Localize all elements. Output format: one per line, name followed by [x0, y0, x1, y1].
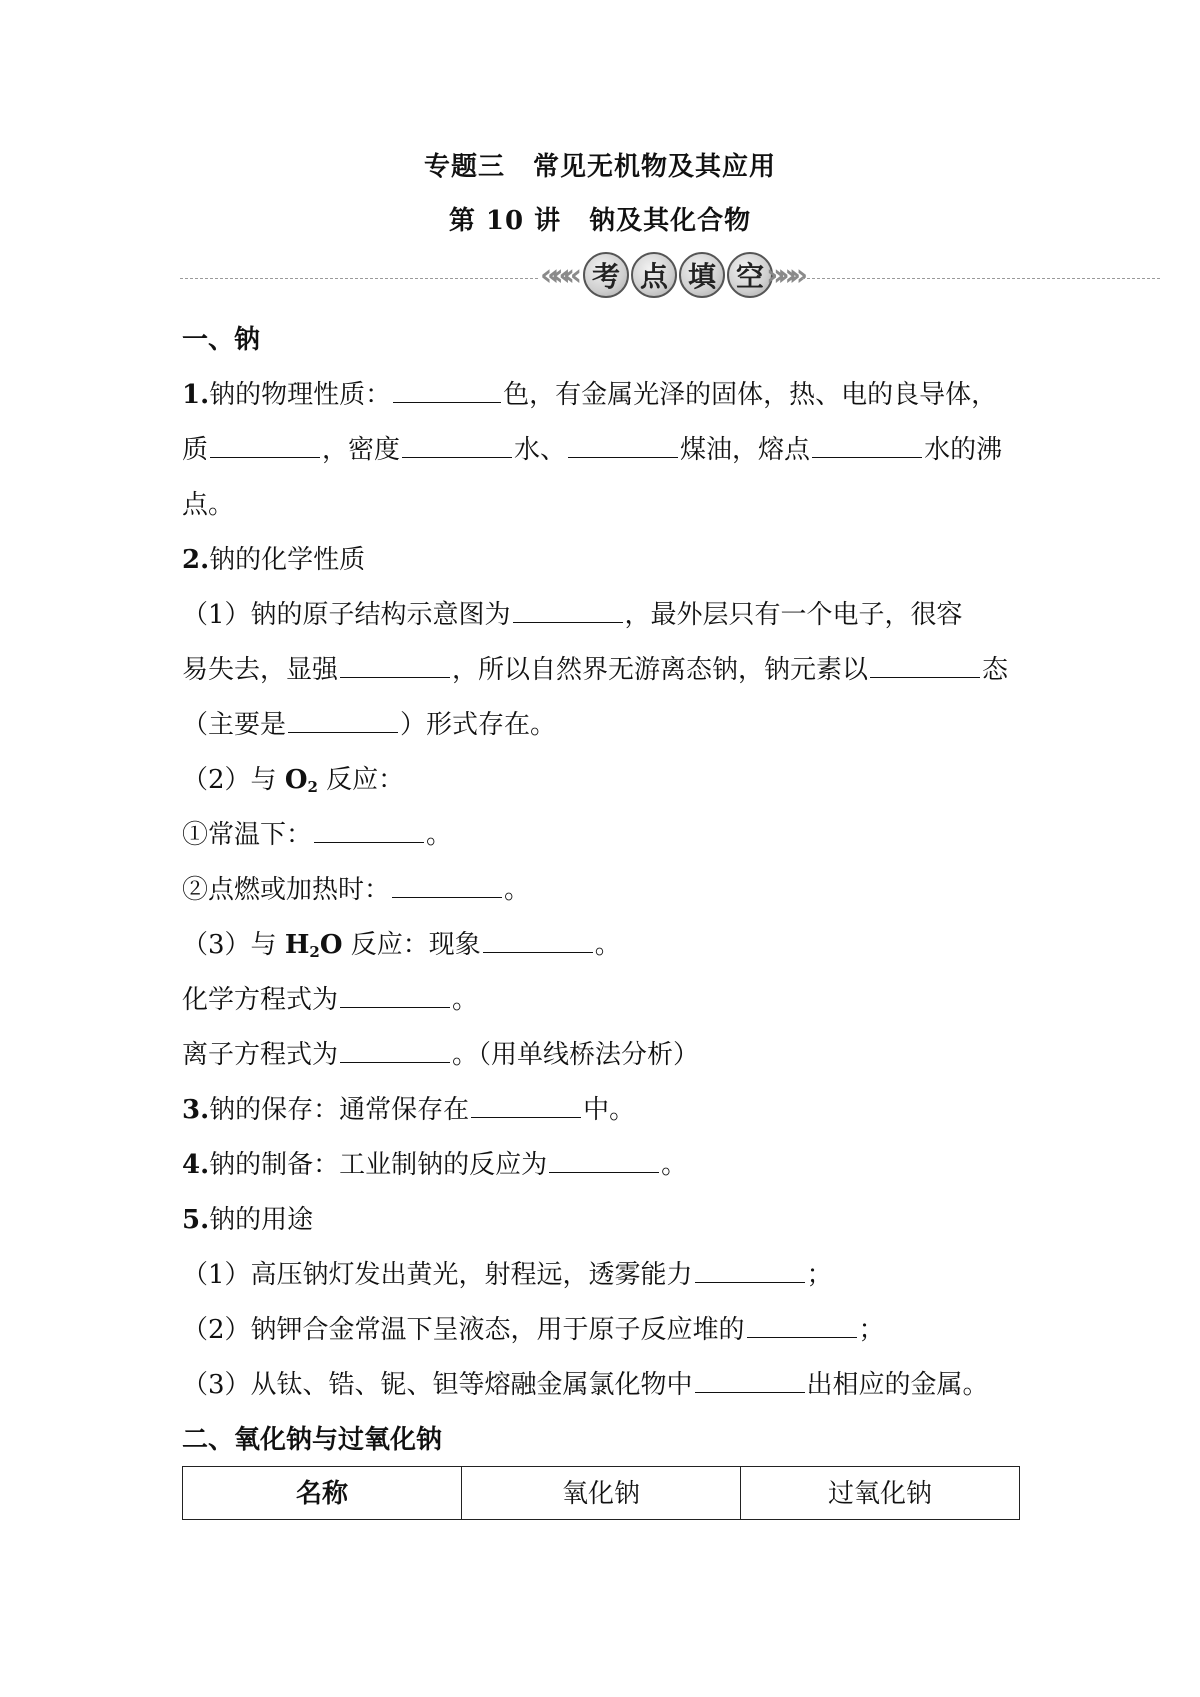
section-banner — [180, 250, 1160, 306]
physical-properties-line-3: 点。 — [182, 490, 235, 520]
answer-blank[interactable] — [695, 1258, 805, 1283]
topic-name: 常见无机物及其应用 — [533, 152, 777, 182]
use-2-line: （2）钠钾合金常温下呈液态，用于原子反应堆的 ； — [182, 1315, 885, 1345]
answer-blank[interactable] — [402, 433, 512, 458]
answer-blank[interactable] — [392, 873, 502, 898]
topic-title — [0, 146, 1200, 183]
chemical-properties-heading: 2.钠的化学性质 — [182, 545, 366, 575]
banner-right-dash — [802, 278, 1160, 279]
answer-blank[interactable] — [812, 433, 922, 458]
answer-blank[interactable] — [568, 433, 678, 458]
chevron-right-icon: »»» — [766, 258, 801, 293]
physical-properties-line-2: 质 ，密度 水、 煤油，熔点 水的沸 — [182, 435, 1003, 465]
use-1-line: （1）高压钠灯发出黄光，射程远，透雾能力 ； — [182, 1260, 833, 1290]
answer-blank[interactable] — [340, 653, 450, 678]
answer-blank[interactable] — [870, 653, 980, 678]
answer-blank[interactable] — [513, 598, 623, 623]
oxygen-reaction-heading: （2）与 $O_2$ 反应： — [182, 765, 405, 796]
atomic-structure-line-3: （主要是 ）形式存在。 — [182, 710, 557, 740]
use-3-line: （3）从钛、锆、铌、钽等熔融金属氯化物中 出相应的金属。 — [182, 1370, 989, 1400]
topic-label: 专题三 — [423, 152, 505, 182]
table-header-name: 名称 — [183, 1467, 462, 1519]
ignition-line: ②点燃或加热时： 。 — [182, 875, 531, 905]
lecture-title — [0, 200, 1200, 237]
answer-blank[interactable] — [695, 1368, 805, 1393]
ionic-equation-line: 离子方程式为 。（用单线桥法分析） — [182, 1040, 700, 1070]
badge-char: 填 — [679, 252, 725, 298]
table-header-sodium-oxide: 氧化钠 — [462, 1467, 741, 1519]
answer-blank[interactable] — [471, 1093, 581, 1118]
banner-badges — [583, 252, 773, 298]
section-heading-sodium: 一、钠 — [182, 325, 261, 355]
banner-left-dash — [180, 278, 538, 279]
section-heading-oxides: 二、氧化钠与过氧化钠 — [182, 1425, 443, 1455]
answer-blank[interactable] — [549, 1148, 659, 1173]
lecture-name: 钠及其化合物 — [589, 206, 752, 236]
chemical-equation-line: 化学方程式为 。 — [182, 985, 479, 1015]
answer-blank[interactable] — [393, 378, 501, 403]
answer-blank[interactable] — [210, 433, 320, 458]
physical-properties-line-1: 1.钠的物理性质： 色，有金属光泽的固体，热、电的良导体， — [182, 380, 998, 410]
badge-char: 空 — [727, 252, 773, 298]
preparation-line: 4.钠的制备：工业制钠的反应为 。 — [182, 1150, 688, 1180]
chevron-left-icon: ««« — [540, 258, 575, 293]
water-reaction-line: （3）与 $H_2O$ 反应：现象 。 — [182, 930, 621, 961]
table-header-sodium-peroxide: 过氧化钠 — [827, 1479, 932, 1509]
badge-char: 点 — [631, 252, 677, 298]
answer-blank[interactable] — [340, 983, 450, 1008]
answer-blank[interactable] — [483, 928, 593, 953]
atomic-structure-line-2: 易失去，显强 ，所以自然界无游离态钠，钠元素以 态 — [182, 655, 1009, 685]
atomic-structure-line-1: （1）钠的原子结构示意图为 ，最外层只有一个电子，很容 — [182, 600, 963, 630]
comparison-table — [182, 1466, 1020, 1520]
answer-blank[interactable] — [747, 1313, 857, 1338]
badge-char: 考 — [583, 252, 629, 298]
answer-blank[interactable] — [340, 1038, 450, 1063]
room-temperature-line: ①常温下： 。 — [182, 820, 453, 850]
lecture-label: 第 10 讲 — [448, 206, 562, 236]
uses-heading: 5.钠的用途 — [182, 1205, 314, 1235]
storage-line: 3.钠的保存：通常保存在 中。 — [182, 1095, 636, 1125]
answer-blank[interactable] — [288, 708, 398, 733]
answer-blank[interactable] — [314, 818, 424, 843]
